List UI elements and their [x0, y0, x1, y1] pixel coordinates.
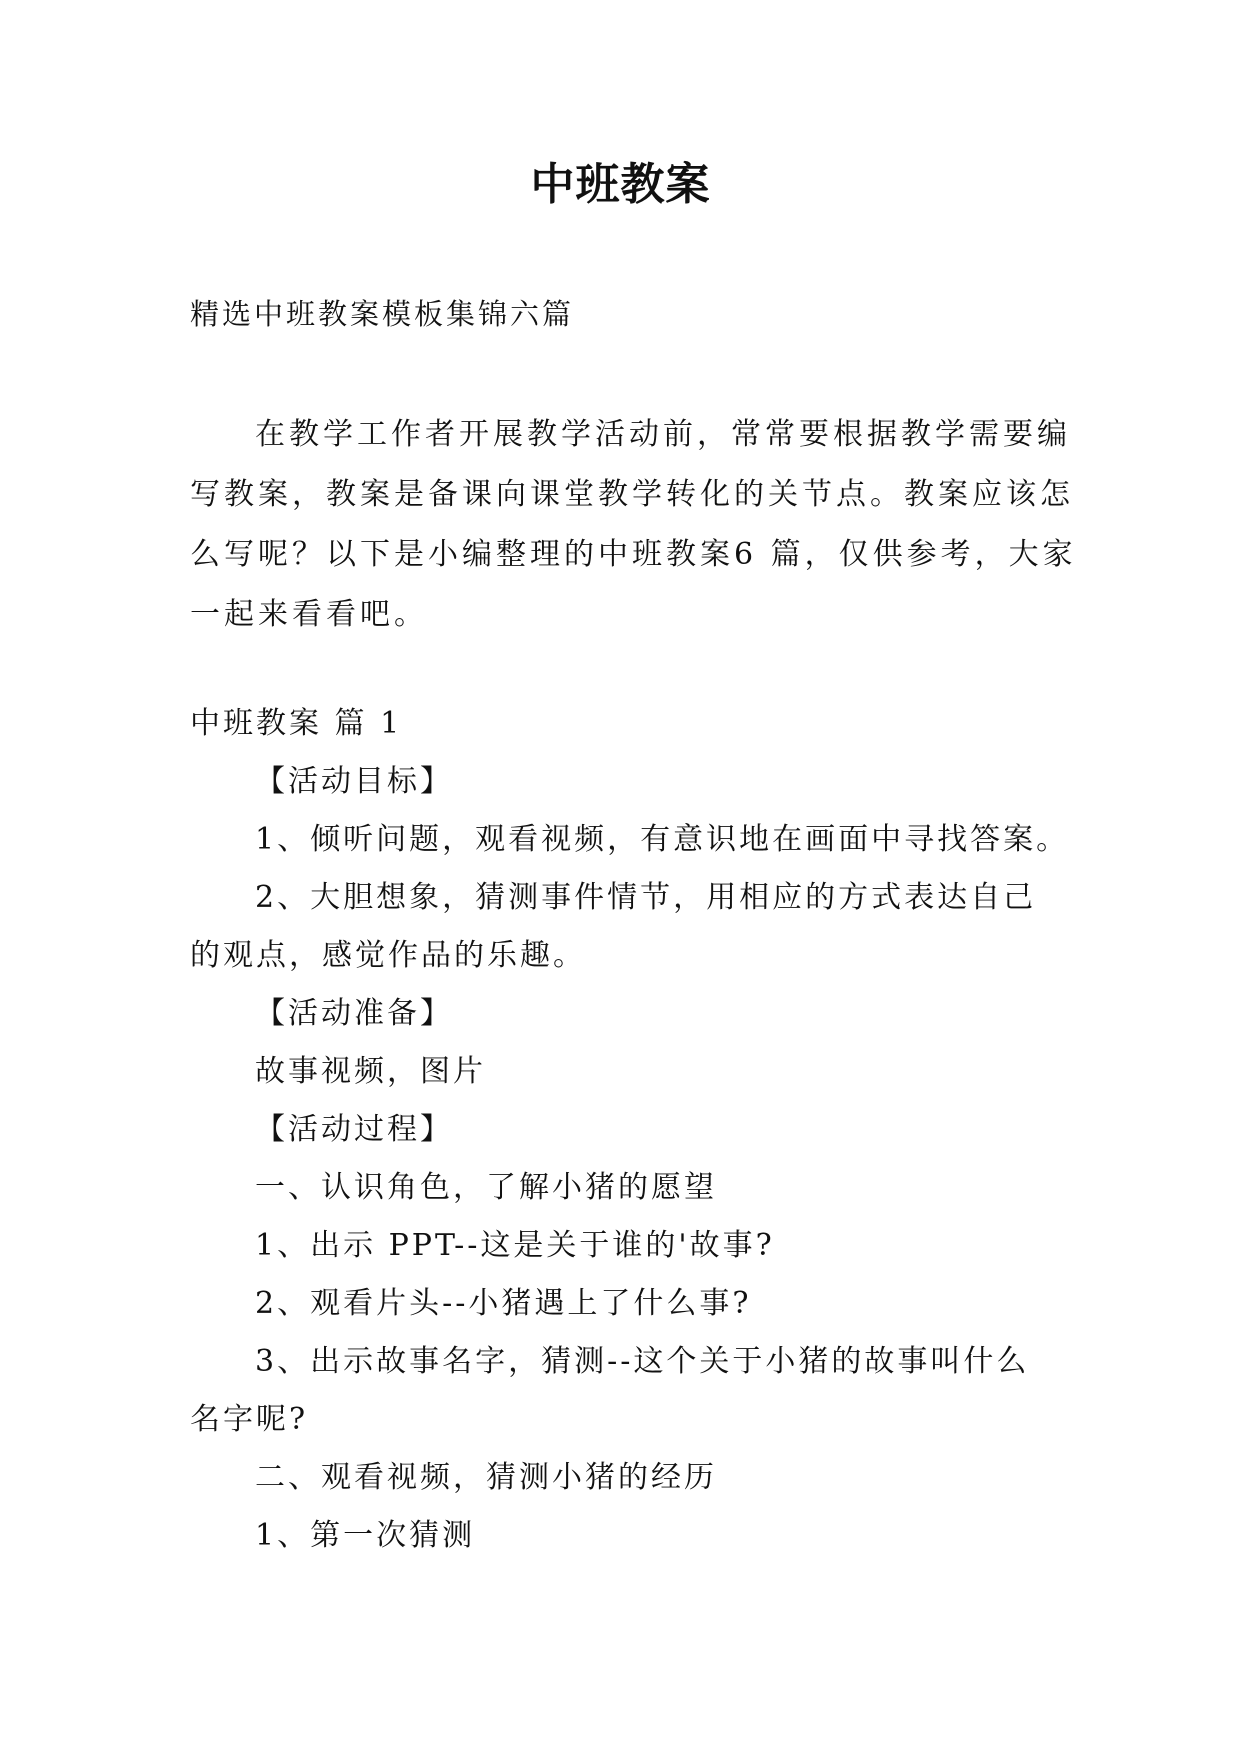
intro-line: 在教学工作者开展教学活动前，常常要根据教学需要编	[255, 417, 1071, 452]
document-title: 中班教案	[530, 159, 711, 210]
body-line: 的观点，感觉作品的乐趣。	[190, 938, 586, 973]
body-line: 1、出示 PPT--这是关于谁的'故事?	[255, 1228, 775, 1263]
body-line: 名字呢?	[190, 1402, 309, 1437]
lesson-section	[190, 695, 1090, 1565]
intro-line: 写教案，教案是备课向课堂教学转化的关节点。教案应该怎	[190, 477, 1074, 512]
intro-line: 么写呢？以下是小编整理的中班教案6 篇，仅供参考，大家	[190, 537, 1077, 572]
body-line: 故事视频，图片	[255, 1054, 486, 1089]
subheading-activity-goals: 【活动目标】	[255, 764, 453, 799]
body-line: 1、倾听问题，观看视频，有意识地在画面中寻找答案。	[255, 822, 1070, 857]
intro-paragraph	[190, 405, 1077, 645]
body-line: 二、观看视频，猜测小猪的经历	[255, 1460, 717, 1495]
subheading-activity-preparation: 【活动准备】	[255, 996, 453, 1031]
subheading-activity-process: 【活动过程】	[255, 1112, 453, 1147]
body-line: 1、第一次猜测	[255, 1518, 476, 1553]
section-heading: 中班教案 篇 1	[190, 706, 403, 741]
intro-line: 一起来看看吧。	[190, 597, 428, 632]
body-line: 3、出示故事名字，猜测--这个关于小猪的故事叫什么	[255, 1344, 1030, 1379]
document-subtitle: 精选中班教案模板集锦六篇	[190, 297, 575, 331]
body-line: 2、大胆想象，猜测事件情节，用相应的方式表达自己	[255, 880, 1037, 915]
body-line: 一、认识角色，了解小猪的愿望	[255, 1170, 717, 1205]
body-line: 2、观看片头--小猪遇上了什么事?	[255, 1286, 752, 1321]
